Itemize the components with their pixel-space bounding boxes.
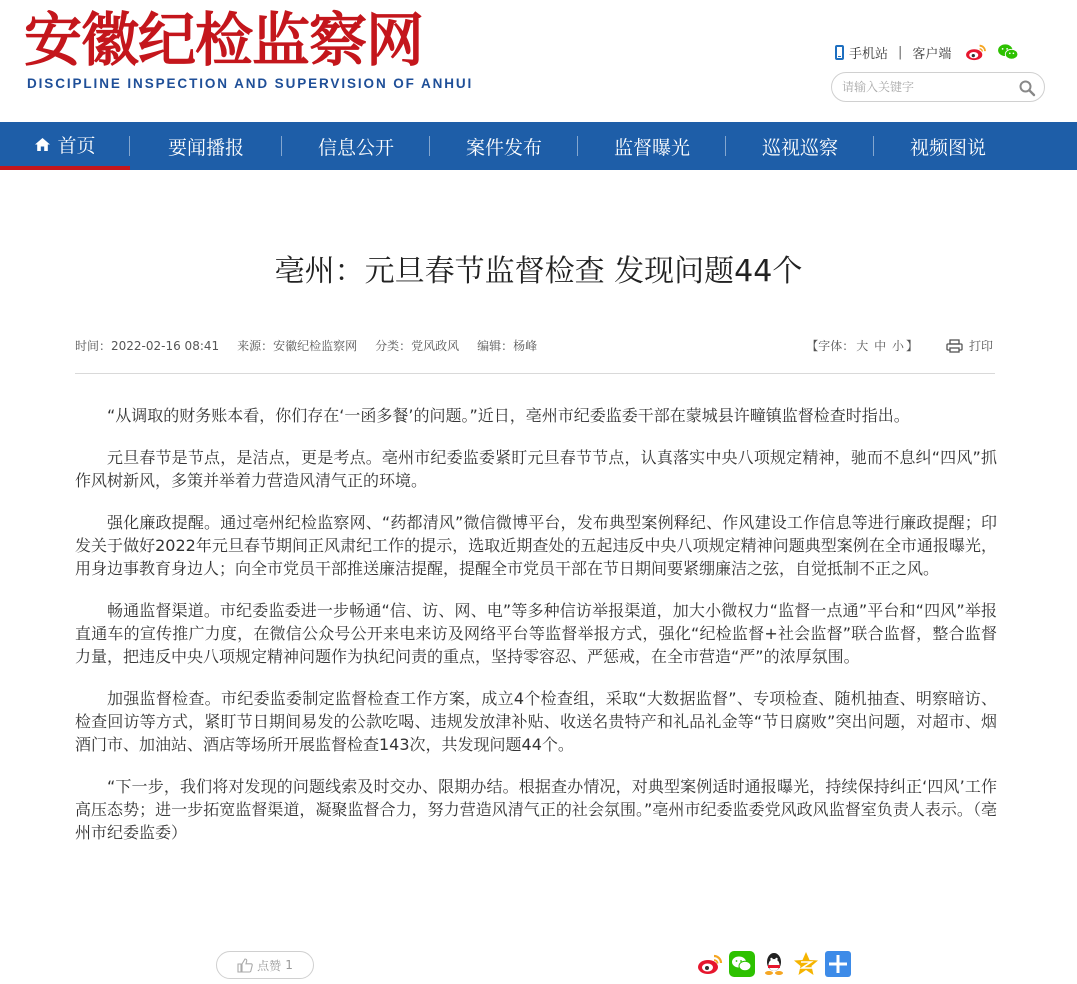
article-paragraph: 强化廉政提醒。通过亳州纪检监察网、“药都清风”微信微博平台，发布典型案例释纪、作风建设工作信息等进行廉政提醒；印发关于做好2022年元旦春节期间正风肃纪工作的提示，选取近期查处的五起违反中央八项规定精神问题典型案例在全市通报曝光，用身边事教育身边人；向全市党员干部推送廉洁提醒，提醒全市党员干部在节日期间要紧绷廉洁之弦，自觉抵制不正之风。 xyxy=(75,513,997,578)
search-icon[interactable] xyxy=(1018,79,1036,97)
article-body xyxy=(75,404,997,863)
top-links xyxy=(835,42,1019,62)
nav-item-supervision-exposure[interactable] xyxy=(578,122,726,170)
share-bar xyxy=(697,951,857,977)
article-editor: 编辑：杨峰 xyxy=(477,339,538,353)
nav-item-inspection-tour[interactable] xyxy=(726,122,874,170)
article-paragraph: “下一步，我们将对发现的问题线索及时交办、限期办结。根据查办情况，对典型案例适时通报曝光，持续保持纠正‘四风’工作高压态势；进一步拓宽监督渠道，凝聚监督合力，努力营造风清气正的社会氛围。”亳州市纪委监委党风政风监督室负责人表示。（亳州市纪委监委） xyxy=(75,777,997,842)
nav-item-info-disclosure[interactable] xyxy=(282,122,430,170)
nav-item-label: 首页 xyxy=(57,134,96,157)
nav-item-video-gallery[interactable] xyxy=(874,122,1022,170)
weibo-icon[interactable] xyxy=(697,951,723,977)
publish-time: 时间：2022-02-16 08:41 xyxy=(75,339,220,353)
nav-item-label: 案件发布 xyxy=(465,136,542,159)
article-meta xyxy=(75,337,995,355)
nav-item-home[interactable] xyxy=(0,122,130,170)
wechat-icon[interactable] xyxy=(729,951,755,977)
like-label: 点赞 xyxy=(257,958,282,973)
weibo-icon[interactable] xyxy=(965,43,987,61)
link-separator: | xyxy=(898,44,903,60)
nav-item-label: 巡视巡察 xyxy=(761,136,838,159)
article-source: 来源：安徽纪检监察网 xyxy=(237,339,358,353)
like-button[interactable] xyxy=(216,951,314,979)
search-box xyxy=(831,72,1045,102)
nav-item-label: 要闻播报 xyxy=(167,136,244,159)
nav-item-label: 监督曝光 xyxy=(613,136,690,159)
font-size-medium-button[interactable]: 中 xyxy=(874,339,887,353)
mobile-site-link[interactable]: 手机站 xyxy=(849,46,889,62)
nav-item-news[interactable] xyxy=(130,122,282,170)
search-input[interactable] xyxy=(842,77,1012,97)
thumb-up-icon xyxy=(237,958,253,973)
nav-item-label: 信息公开 xyxy=(317,136,394,159)
site-logo-english[interactable]: DISCIPLINE INSPECTION AND SUPERVISION OF ANHUI xyxy=(27,76,474,91)
article-title: 亳州：元旦春节监督检查 发现问题44个 xyxy=(274,254,803,289)
font-size-prefix: 【字体： xyxy=(806,339,855,353)
font-size-large-button[interactable]: 大 xyxy=(856,339,869,353)
client-app-link[interactable]: 客户端 xyxy=(912,46,952,62)
main-nav xyxy=(0,122,1077,170)
print-button[interactable]: 打印 xyxy=(968,339,993,353)
article-category: 分类：党风政风 xyxy=(375,339,460,353)
site-header xyxy=(0,0,1077,122)
font-size-suffix: 】 xyxy=(905,339,918,353)
phone-icon xyxy=(835,45,844,60)
article-paragraph: 元旦春节是节点，是洁点，更是考点。亳州市纪委监委紧盯元旦春节节点，认真落实中央八项规定精神，驰而不息纠“四风”抓作风树新风，多策并举着力营造风清气正的环境。 xyxy=(75,448,997,490)
site-logo-chinese[interactable]: 安徽纪检监察网 xyxy=(24,6,424,74)
article-paragraph: 畅通监督渠道。市纪委监委进一步畅通“信、访、网、电”等多种信访举报渠道，加大小微权力“监督一点通”平台和“四风”举报直通车的宣传推广力度，在微信公众号公开来电来访及网络平台等监督举报方式，强化“纪检监督+社会监督”联合监督，整合监督力量，把违反中央八项规定精神问题作为执纪问责的重点，坚持零容忍、严惩戒，在全市营造“严”的浓厚氛围。 xyxy=(75,601,997,666)
like-count: 1 xyxy=(285,958,293,972)
meta-divider xyxy=(75,373,995,374)
qzone-icon[interactable] xyxy=(793,951,819,977)
print-icon[interactable] xyxy=(946,339,963,353)
article-paragraph: 加强监督检查。市纪委监委制定监督检查工作方案，成立4个检查组，采取“大数据监督”、专项检查、随机抽查、明察暗访、检查回访等方式，紧盯节日期间易发的公款吃喝、违规发放津补贴、收送名贵特产和礼品礼金等“节日腐败”突出问题，对超市、烟酒门市、加油站、酒店等场所开展监督检查143次，共发现问题44个。 xyxy=(75,689,997,754)
wechat-icon[interactable] xyxy=(997,43,1019,61)
qq-icon[interactable] xyxy=(761,951,787,977)
more-share-icon[interactable] xyxy=(825,951,851,977)
font-size-small-button[interactable]: 小 xyxy=(891,339,904,353)
article-paragraph: “从调取的财务账本看，你们存在‘一函多餐’的问题。”近日，亳州市纪委监委干部在蒙城县许疃镇监督检查时指出。 xyxy=(107,406,910,425)
home-icon xyxy=(34,137,51,152)
nav-item-label: 视频图说 xyxy=(909,136,986,159)
font-size-switcher xyxy=(804,337,918,354)
nav-item-case-release[interactable] xyxy=(430,122,578,170)
